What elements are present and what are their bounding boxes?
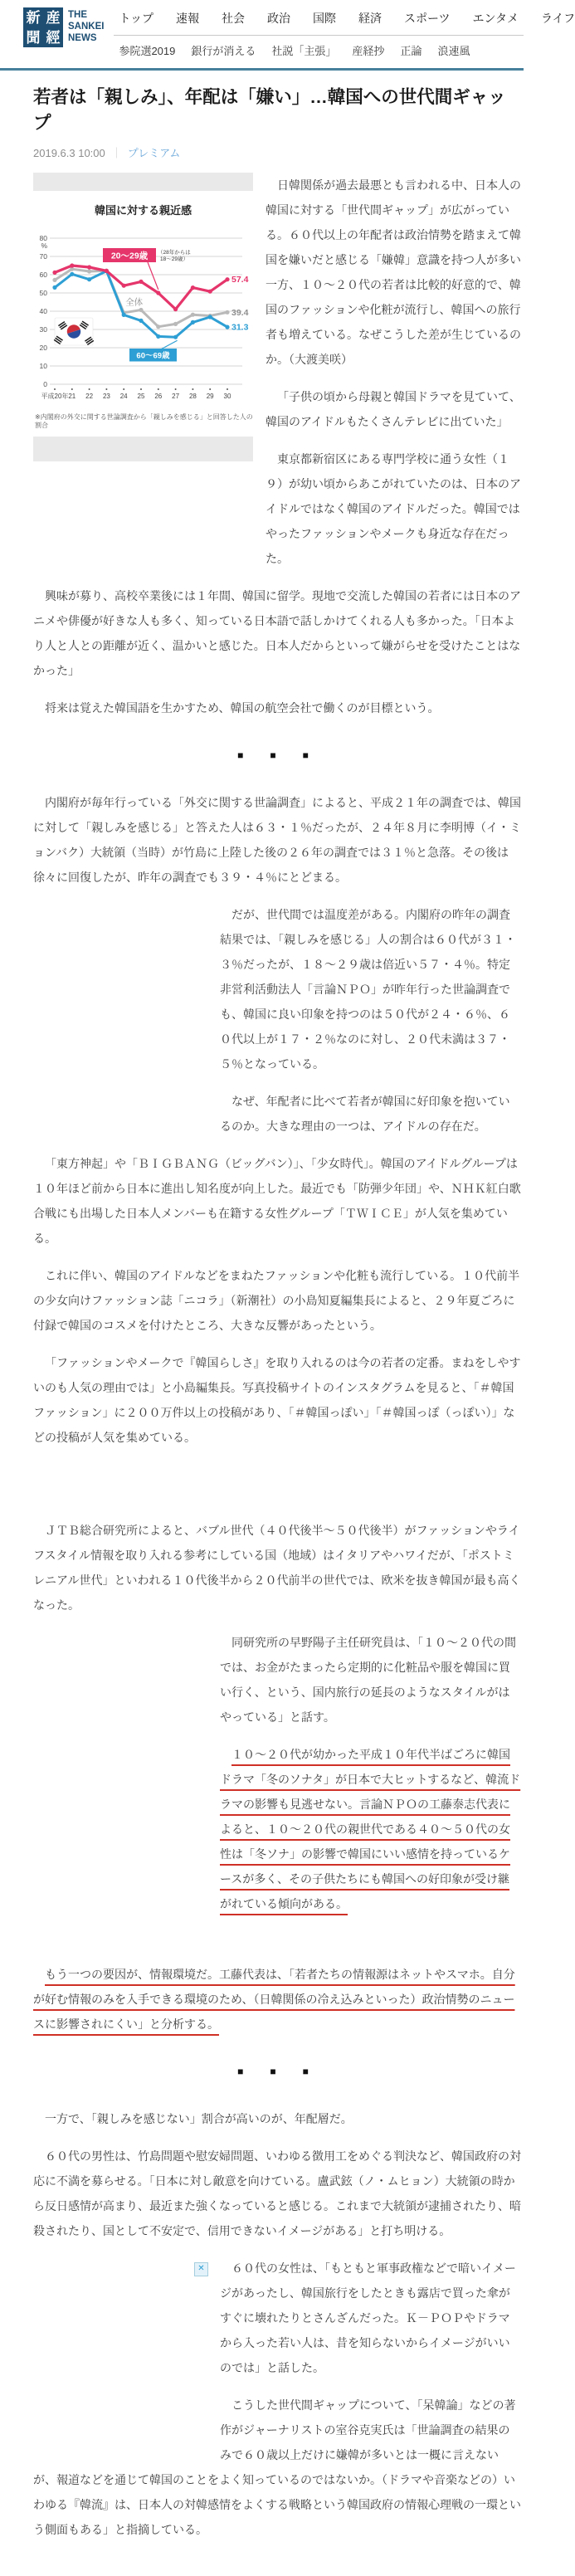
paragraph: 同研究所の早野陽子主任研究員は、「１０～２０代の間では、お金がたまったら定期的に化粧品や服を韓国に買い行く、という、国内旅行の延長のようなスタイルがはやっている」と話す。 [220,1636,516,1724]
chart-figure[interactable] [33,173,266,553]
paragraph: これに伴い、韓国のアイドルなどをまねたファッションや化粧も流行している。１０代前半の少女向けファッション誌「ニコラ」（新潮社）の小島知夏編集長によると、２９年夏ごろに付録で韓国のコスメを付けたところ、大きな反響があったという。 [33,1269,520,1332]
svg-text:60: 60 [39,271,47,279]
nav-item-社会[interactable]: 社会 [222,12,246,25]
paragraph-highlighted: もう一つの要因が、情報環境だ。工藤代表は、「若者たちの情報源はネットやスマホ。自分が好む情報のみを入手できる環境のため、（日韓関係の冷え込みといった）政治情勢のニュースに影響されにくい」と分析する。 [33,1968,515,2031]
article [0,85,524,2576]
article-body [33,173,521,2576]
svg-text:57.4: 57.4 [231,275,249,285]
nav-item-スポーツ[interactable]: スポーツ [404,12,451,25]
paragraph-highlighted: １０～２０代が幼かった平成１０年代半ばごろに韓国ドラマ「冬のソナタ」が日本で大ヒットするなど、韓流ドラマの影響も見逃せない。言論ＮＰＯの工藤泰志代表によると、１０～２０代の親世代である４０～５０代の女性は「冬ソナ」の影響で韓国にいい感情を持っているケースが多く、その子供たちにも韓国への好印象が受け継がれている傾向がある。 [220,1748,521,1910]
svg-text:0: 0 [43,380,47,388]
subnav-item-正論[interactable]: 正論 [400,45,422,57]
empty-ad-slot [33,1630,220,1962]
svg-text:27: 27 [172,393,180,400]
header-divider [0,68,524,71]
svg-text:50: 50 [39,289,47,297]
premium-link[interactable]: プレミアム [127,147,181,159]
svg-text:10: 10 [39,362,47,370]
svg-text:39.4: 39.4 [231,307,249,318]
secondary-nav [114,36,524,61]
subnav-item-銀行が消える[interactable]: 銀行が消える [191,45,256,57]
svg-text:20～29歳: 20～29歳 [110,251,149,261]
paragraph: なぜ、年配者に比べて若者が韓国に好印象を抱いているのか。大きな理由の一つは、アイドルの存在だ。 [220,1095,510,1133]
subnav-item-社説「主張」[interactable]: 社説「主張」 [271,45,337,57]
logo-kanji: 新 [26,9,41,26]
publish-date: 2019.6.3 10:00 [33,147,105,159]
empty-ad-gap [33,1462,521,1505]
svg-text:20: 20 [39,344,47,352]
paragraph: 内閣府が毎年行っている「外交に関する世論調査」によると、平成２１年の調査では、韓国に対して「親しみを感じる」と答えた人は６３・１％だったが、２４年８月に李明博（イ・ミョンバク）大統領（当時）が竹島に上陸した後の２６年の調査では３１％と急落。その後は徐々に回復したが、昨年の調査でも３９・４％にとどまる。 [33,796,521,884]
svg-text:26: 26 [154,393,163,400]
svg-text:18～29歳）: 18～29歳） [160,256,188,262]
svg-text:70: 70 [39,252,47,261]
svg-text:22: 22 [85,393,94,400]
svg-text:25: 25 [137,393,145,400]
paragraph: 東京都新宿区にある専門学校に通う女性（１９）が幼い頃からあこがれていたのは、日本のアイドルではなく韓国のアイドルだった。韓国ではやったファッションやメークも身近な存在だった。 [266,452,521,565]
korea-flag [54,318,94,345]
paragraph: 将来は覚えた韓国語を生かすため、韓国の航空会社で働くのが目標という。 [45,701,440,715]
svg-text:21: 21 [68,393,76,400]
svg-text:28: 28 [188,393,197,400]
site-header [0,0,575,71]
sankei-logo[interactable] [23,7,63,47]
svg-text:%: % [41,242,47,250]
page-title: 若者は「親しみ」、年配は「嫌い」…韓国への世代間ギャップ [33,87,506,133]
subnav-item-参院選2019[interactable]: 参院選2019 [119,45,176,57]
paragraph: こうした世代間ギャップについて、「呆韓論」などの著作がジャーナリストの室谷克実氏は「世論調査の結果のみで６０歳以上だけに嫌韓が多いとは一概に言えないが、報道などを通じて韓国のことをよく知っているのではないか。（ドラマや音楽などの）いわゆる『韓流』は、日本人の対韓感情をよくする戦略という韓国政府の情報心理戦の一環という側面もある」と指摘している。 [33,2398,521,2536]
chart-title: 韓国に対する親近感 [94,204,192,217]
svg-text:30: 30 [223,393,231,400]
paragraph: 「東方神起」や「ＢＩＧＢＡＮＧ（ビッグバン）」、「少女時代」。韓国のアイドルグループは１０年ほど前から日本に進出し知名度が向上した。最近でも「防弾少年団」や、ＮＨＫ紅白歌合戦にも出場した日本人メンバーも在籍する女性グループ「ＴＷＩＣＥ」が人気を集めている。 [33,1157,521,1245]
paragraph: 興味が募り、高校卒業後には１年間、韓国に留学。現地で交流した韓国の若者には日本のアニメや俳優が好きな人も多く、知っている日本語で話しかけてくれる人も多かった。「日本より人と人との距離が近く、温かいと感じた。日本人だからといって嫌がらせを受けたことはなかった」 [33,589,521,677]
broken-image-icon: ✕ [194,2262,208,2276]
affinity-line-chart [33,225,253,402]
logo-kanji: 經 [46,29,61,46]
paragraph-lead: 日韓関係が過去最悪とも言われる中、日本人の韓国に対する「世代間ギャップ」が広がっている。６０代以上の年配者は政治情勢を踏まえて韓国を嫌いだと感じる「嫌韓」意識を持つ人が多い一方、１０～２０代の若者は比較的好意的で、韓国のファッションや化粧が流行し、韓国への旅行者も増えている。なぜこうした差が生じているのか。（大渡美咲） [266,178,521,366]
paragraph: 「子供の頃から母親と韓国ドラマを見ていて、韓国のアイドルもたくさんテレビに出ていた」 [266,390,521,428]
svg-text:80: 80 [39,234,47,242]
svg-text:平成20年: 平成20年 [41,393,69,400]
nav-item-エンタメ[interactable]: エンタメ [472,12,519,25]
nav-item-ライフ[interactable]: ライフ [540,12,575,25]
nav-item-トップ[interactable]: トップ [119,12,154,25]
nav-item-国際[interactable]: 国際 [313,12,337,25]
empty-ad-slot [33,902,220,1151]
primary-nav [114,7,575,36]
meta-separator: ｜ [110,147,122,159]
nav-item-経済[interactable]: 経済 [358,12,383,25]
svg-text:60～69歳: 60～69歳 [136,351,170,361]
paragraph: 一方で、「親しみを感じない」割合が高いのが、年配層だ。 [45,2112,353,2125]
svg-text:40: 40 [39,307,47,315]
paragraph: だが、世代間では温度差がある。内閣府の昨年の調査結果では、「親しみを感じる」人の割合は６０代が３１・３％だったが、１８～２９歳は倍近い５７・４％。特定非営利活動法人「言論ＮＰＯ」が昨年行った世論調査でも、韓国に良い印象を持つのは５０代が２４・６％、６０代以上が１７・２％なのに対し、２０代未満は３７・５％となっている。 [220,908,516,1071]
svg-text:24: 24 [119,393,128,400]
svg-text:（28年からは: （28年からは [158,250,191,256]
paragraph: ＪＴＢ総合研究所によると、バブル世代（４０代後半～５０代後半）がファッションやライフスタイル情報を取り入れる参考にしている国（地域）はイタリアやハワイだが、「ポストミレニアル世代」といわれる１０代後半から２０代前半の世代では、欧米を抜き韓国が最も高くなった。 [33,1524,521,1612]
section-separator: ■ ■ ■ [237,749,317,761]
subnav-item-産経抄[interactable]: 産経抄 [352,45,385,57]
sankei-logo-text[interactable]: THE SANKEI NEWS [68,10,105,43]
image-frame-bottom [33,437,253,461]
chart-footnote: ※内閣府の外交に関する世論調査から「親しみを感じる」と回答した人の割合 [35,413,253,430]
nav-item-速報[interactable]: 速報 [176,12,200,25]
paragraph: ６０代の女性は、「もともと軍事政権などで暗いイメージがあったし、韓国旅行をしたときも露店で買った傘がすぐに壊れたりとさんざんだった。Ｋ－ＰＯＰやドラマから入った若い人は、昔を知らないからイメージがいいのでは」と話した。 [220,2261,516,2374]
image-frame-top [33,173,253,191]
empty-ad-slot [33,2256,220,2455]
logo-kanji: 産 [46,9,61,26]
paragraph: ６０代の男性は、竹島問題や慰安婦問題、いわゆる徴用工をめぐる判決など、韓国政府の対応に不満を募らせる。「日本に対し敵意を向けている。盧武鉉（ノ・ムヒョン）大統領の時から反日感情が高まり、最近また強くなっていると感じる。これまで大統領が逮捕されたり、暗殺されたり、国として不安定で、信用できないイメージがある」と打ち明ける。 [33,2149,521,2237]
svg-text:31.3: 31.3 [231,322,249,333]
svg-text:30: 30 [39,325,47,334]
section-separator: ■ ■ ■ [237,2066,317,2077]
paragraph: 「ファッションやメークで『韓国らしさ』を取り入れるのは今の若者の定番。まねをしやすいのも人気の理由では」と小島編集長。写真投稿サイトのインスタグラムを見ると、「＃韓国ファッション」に２００万件以上の投稿があり、「＃韓国っぽい」「＃韓国っぽ（っぽい）」などの投稿が人気を集めている。 [33,1356,521,1444]
nav-item-政治[interactable]: 政治 [267,12,291,25]
logo-kanji: 聞 [26,29,41,46]
svg-text:全体: 全体 [125,297,144,308]
article-meta [33,144,524,160]
subnav-item-浪速風[interactable]: 浪速風 [437,45,470,57]
svg-text:23: 23 [102,393,110,400]
svg-text:29: 29 [206,393,214,400]
